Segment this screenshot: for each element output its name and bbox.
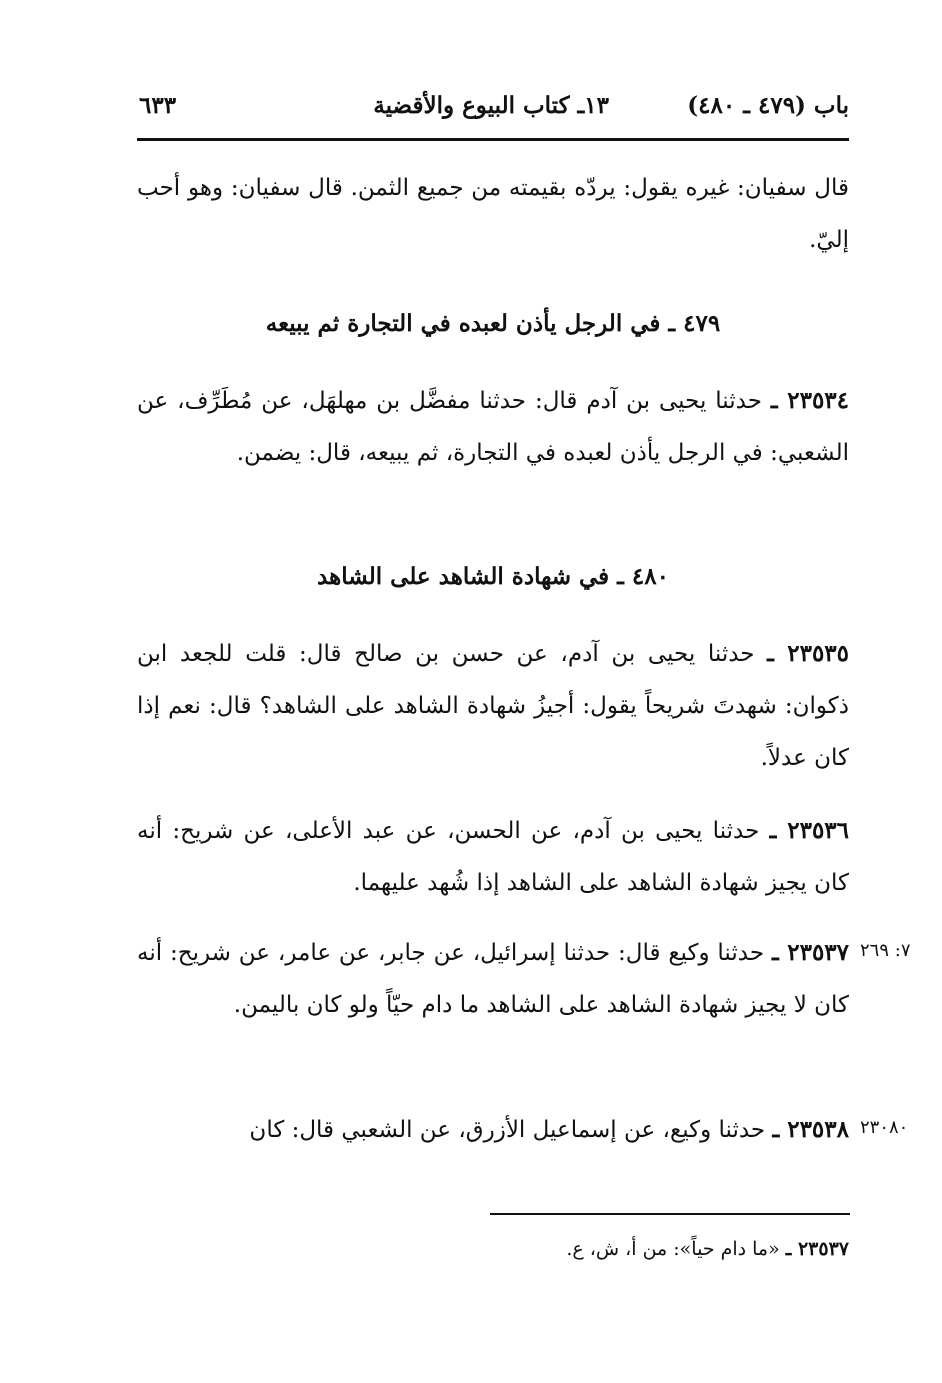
hadith-text: حدثنا وكيع، عن إسماعيل الأزرق، عن الشعبي قال: كان — [249, 1117, 766, 1143]
margin-reference: ٧: ٢٦٩ — [860, 940, 911, 961]
hadith-23538 — [137, 1104, 849, 1156]
header-rule — [137, 138, 849, 141]
hadith-text: حدثنا وكيع قال: حدثنا إسرائيل، عن جابر، عن عامر، عن شريح: أنه كان لا يجيز شهادة الشاهد على الشاهد ما دام حيّاً ولو كان باليمن. — [137, 940, 849, 1018]
book-title: ١٣ـ كتاب البيوع والأقضية — [373, 92, 609, 119]
hadith-text: حدثنا يحيى بن آدم، عن الحسن، عن عبد الأعلى، عن شريح: أنه كان يجيز شهادة الشاهد على الشاهد إذا شُهد عليهما. — [137, 818, 849, 896]
hadith-text: حدثنا يحيى بن آدم قال: حدثنا مفضَّل بن مهلهَل، عن مُطَرِّف، عن الشعبي: في الرجل يأذن لعبده في التجارة، ثم يبيعه، قال: يضمن. — [137, 388, 849, 466]
hadith-23534 — [137, 375, 849, 479]
hadith-text: حدثنا يحيى بن آدم، عن حسن بن صالح قال: قلت للجعد ابن ذكوان: شهدتَ شريحاً يقول: أجيزُ شهادة الشاهد على الشاهد؟ قال: نعم إذا كان عدلاً. — [137, 641, 849, 771]
footnote-text: «ما دام حياً»: من أ، ش، ع. — [566, 1238, 780, 1260]
hadith-number: ٢٣٥٣٦ ـ — [769, 817, 850, 844]
hadith-number: ٢٣٥٣٧ ـ — [771, 939, 850, 966]
section-heading-479: ٤٧٩ ـ في الرجل يأذن لعبده في التجارة ثم يبيعه — [265, 310, 721, 337]
page-number: ٦٣٣ — [139, 92, 177, 119]
footnote-rule — [490, 1213, 850, 1215]
footnote — [137, 1238, 849, 1260]
section-heading-480: ٤٨٠ ـ في شهادة الشاهد على الشاهد — [317, 563, 669, 590]
margin-reference: ٢٣٠٨٠ — [860, 1117, 909, 1138]
hadith-number: ٢٣٥٣٨ ـ — [772, 1116, 849, 1143]
hadith-number: ٢٣٥٣٥ ـ — [767, 640, 850, 667]
paragraph-continuation — [137, 162, 849, 266]
hadith-23536 — [137, 805, 849, 909]
hadith-23535 — [137, 628, 849, 784]
paragraph-text: قال سفيان: غيره يقول: يردّه بقيمته من جميع الثمن. قال سفيان: وهو أحب إليّ. — [137, 175, 849, 253]
hadith-23537 — [137, 927, 849, 1031]
hadith-number: ٢٣٥٣٤ ـ — [770, 387, 850, 414]
running-header — [137, 88, 849, 128]
footnote-number: ٢٣٥٣٧ ـ — [785, 1238, 849, 1260]
chapter-range: باب (٤٧٩ ـ ٤٨٠) — [687, 92, 849, 119]
